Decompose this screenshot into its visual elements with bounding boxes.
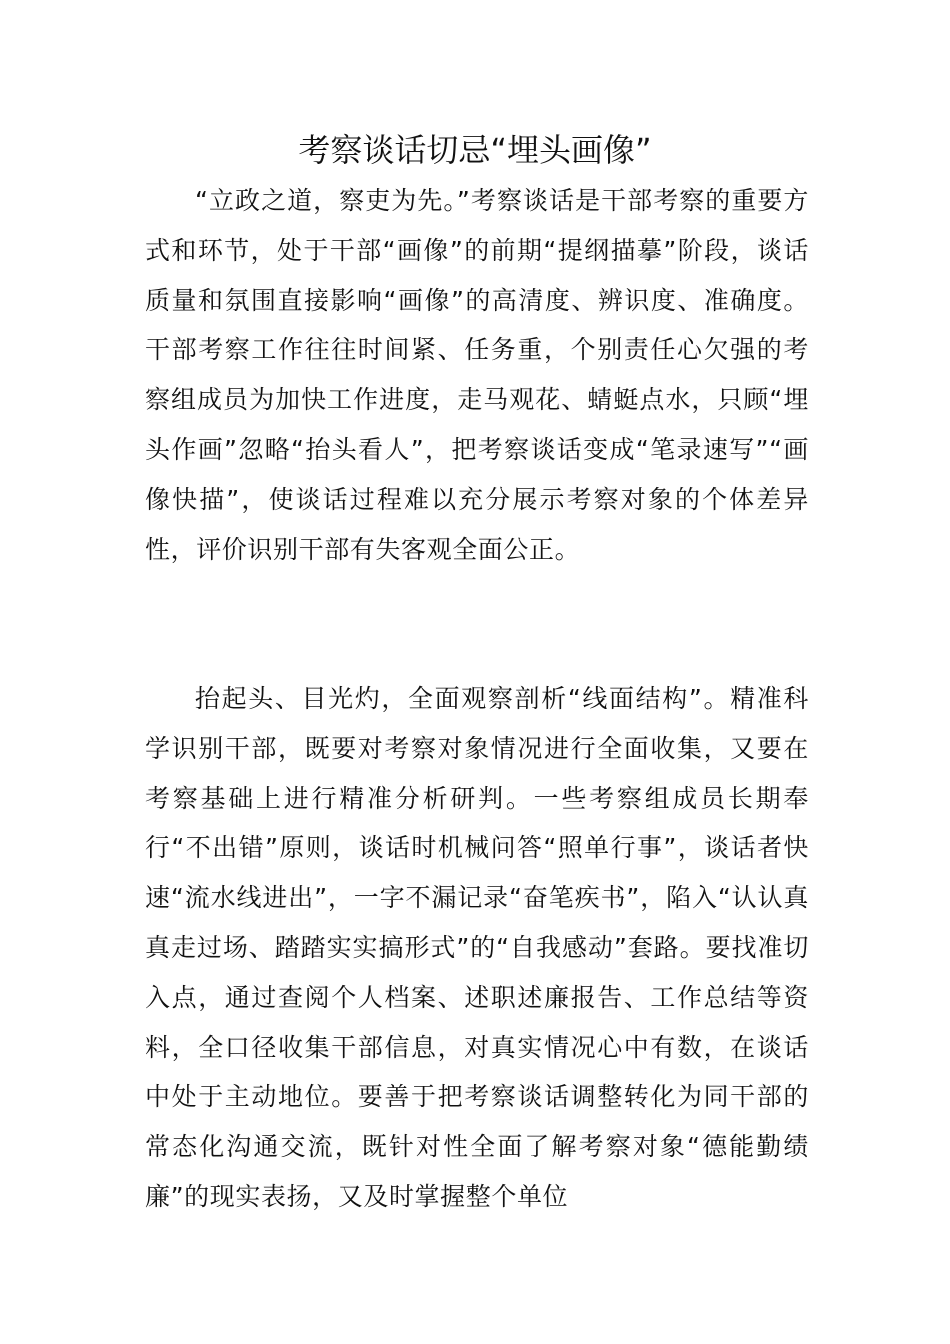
paragraph-1: “立政之道，察吏为先。”考察谈话是干部考察的重要方式和环节，处于干部“画像”的前期“提纲描摹”阶段，谈话质量和氛围直接影响“画像”的高清度、辨识度、准确度。干部考察工作往往时间紧、任务重，个别责任心欠强的考察组成员为加快工作进度，走马观花、蜻蜓点水，只顾“埋头作画”忽略“抬头看人”，把考察谈话变成“笔录速写”“画像快描”，使谈话过程难以充分展示考察对象的个体差异性，评价识别干部有失客观全面公正。: [145, 186, 809, 564]
document-title: 考察谈话切忌“埋头画像”: [298, 131, 652, 169]
paragraph-2: 抬起头、目光灼，全面观察剖析“线面结构”。精准科学识别干部，既要对考察对象情况进行全面收集，又要在考察基础上进行精准分析研判。一些考察组成员长期奉行“不出错”原则，谈话时机械问答“照单行事”，谈话者快速“流水线进出”，一字不漏记录“奋笔疾书”，陷入“认认真真走过场、踏踏实实搞形式”的“自我感动”套路。要找准切入点，通过查阅个人档案、述职述廉报告、工作总结等资料，全口径收集干部信息，对真实情况心中有数，在谈话中处于主动地位。要善于把考察谈话调整转化为同干部的常态化沟通交流，既针对性全面了解考察对象“德能勤绩廉”的现实表扬，又及时掌握整个单位: [145, 684, 809, 1211]
